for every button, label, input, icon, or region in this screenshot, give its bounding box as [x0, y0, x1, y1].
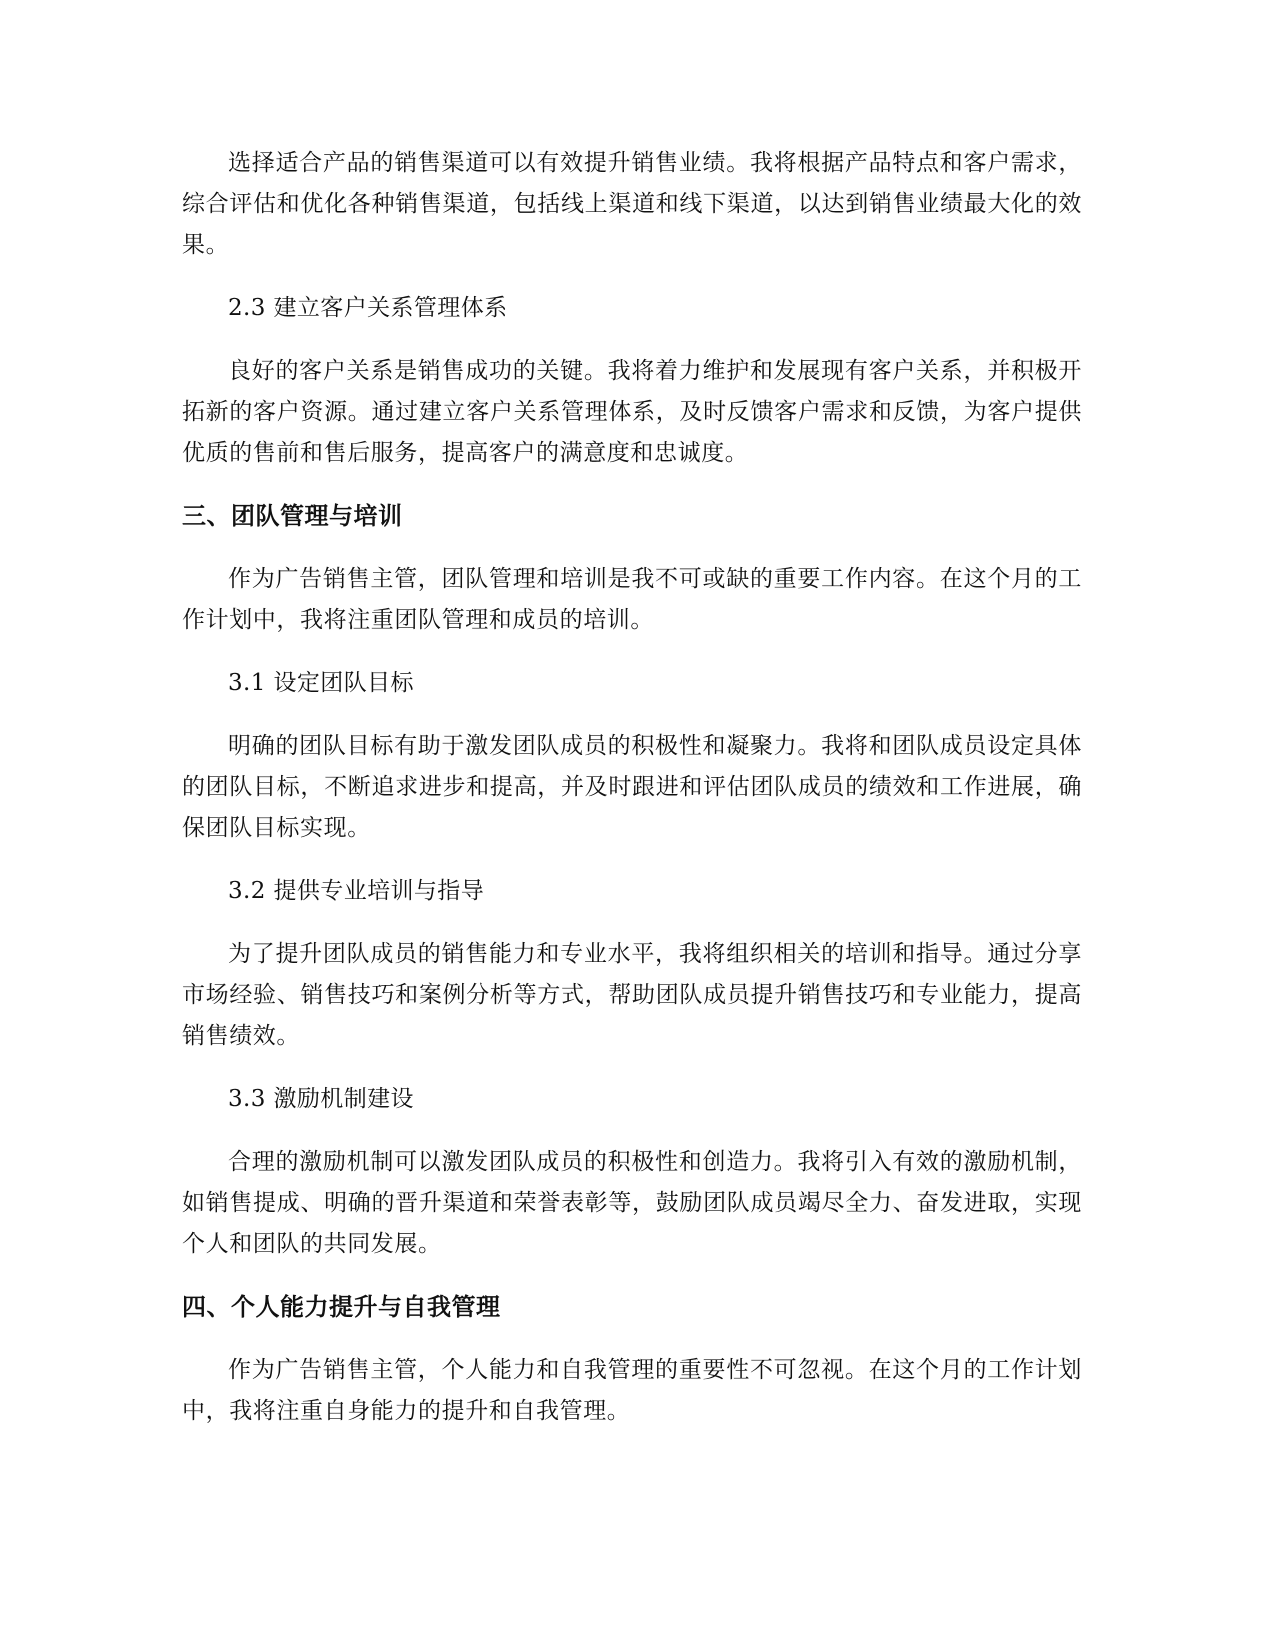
subhead-2-3: 2.3 建立客户关系管理体系	[228, 295, 508, 321]
subhead-3-1: 3.1 设定团队目标	[228, 670, 414, 696]
subhead-3-3: 3.3 激励机制建设	[228, 1086, 414, 1112]
subhead-3-2: 3.2 提供专业培训与指导	[228, 878, 485, 904]
heading-section-4: 四、个人能力提升与自我管理	[182, 1293, 501, 1321]
document-body	[182, 143, 1082, 1454]
channel-para: 选择适合产品的销售渠道可以有效提升销售业绩。我将根据产品特点和客户需求，综合评估和优化各种销售渠道，包括线上渠道和线下渠道，以达到销售业绩最大化的效果。	[182, 150, 1082, 258]
team-goal-para: 明确的团队目标有助于激发团队成员的积极性和凝聚力。我将和团队成员设定具体的团队目标，不断追求进步和提高，并及时跟进和评估团队成员的绩效和工作进展，确保团队目标实现。	[182, 733, 1082, 841]
team-intro-para: 作为广告销售主管，团队管理和培训是我不可或缺的重要工作内容。在这个月的工作计划中，我将注重团队管理和成员的培训。	[182, 566, 1082, 633]
heading-section-3: 三、团队管理与培训	[182, 502, 403, 530]
self-mgmt-para: 作为广告销售主管，个人能力和自我管理的重要性不可忽视。在这个月的工作计划中，我将注重自身能力的提升和自我管理。	[182, 1357, 1082, 1424]
incentive-para: 合理的激励机制可以激发团队成员的积极性和创造力。我将引入有效的激励机制，如销售提成、明确的晋升渠道和荣誉表彰等，鼓励团队成员竭尽全力、奋发进取，实现个人和团队的共同发展。	[182, 1149, 1082, 1257]
crm-para: 良好的客户关系是销售成功的关键。我将着力维护和发展现有客户关系，并积极开拓新的客户资源。通过建立客户关系管理体系，及时反馈客户需求和反馈，为客户提供优质的售前和售后服务，提高客户的满意度和忠诚度。	[182, 358, 1082, 466]
training-para: 为了提升团队成员的销售能力和专业水平，我将组织相关的培训和指导。通过分享市场经验、销售技巧和案例分析等方式，帮助团队成员提升销售技巧和专业能力，提高销售绩效。	[182, 941, 1082, 1049]
